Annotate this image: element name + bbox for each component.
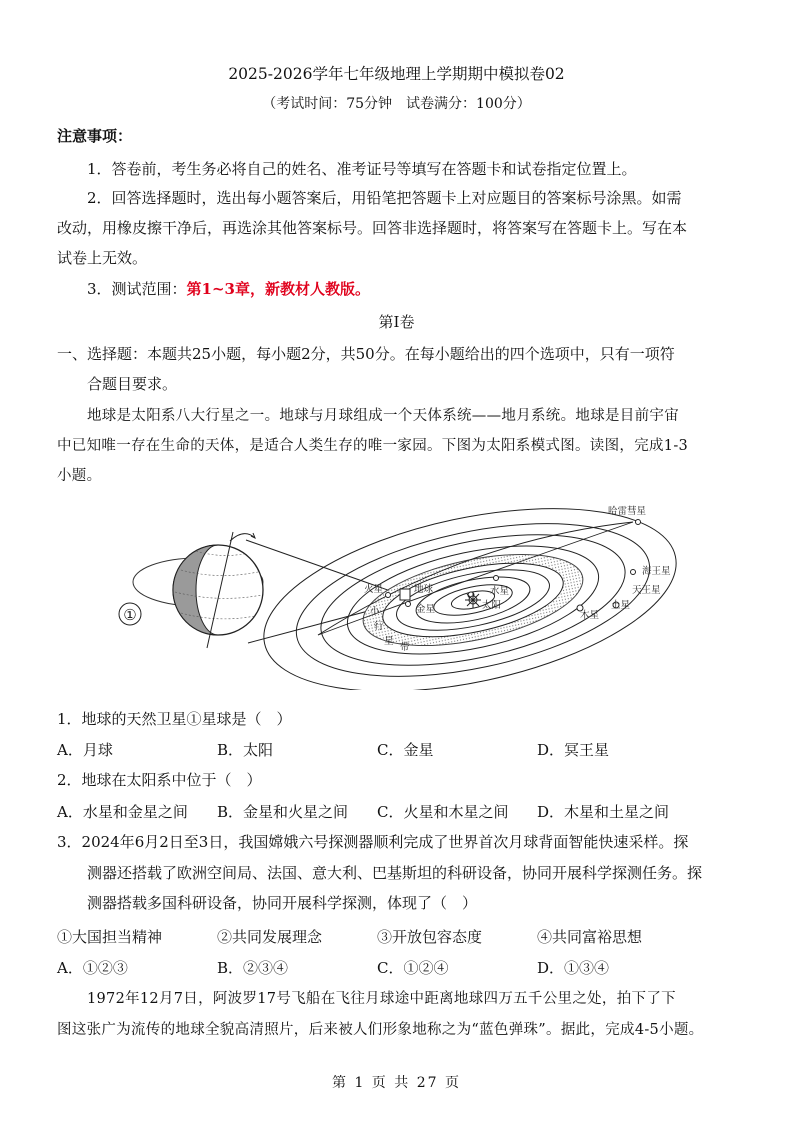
- label-earth: 地球: [414, 584, 434, 595]
- notice-item-2-line-2: 改动，用橡皮擦干净后，再选涂其他答案标号。回答非选择题时，将答案写在答题卡上。写在本: [57, 219, 688, 237]
- q1-option-c: C．金星: [377, 741, 434, 759]
- sun-icon: [465, 592, 481, 608]
- q2-option-b: B．金星和火星之间: [217, 803, 349, 821]
- passage-1-line-2: 中已知唯一存在生命的天体，是适合人类生存的唯一家园。下图为太阳系模式图。读图，完成1-3: [57, 438, 689, 454]
- q1-option-a: A．月球: [57, 741, 113, 759]
- q3-statement-4: ④共同富裕思想: [537, 928, 643, 946]
- section-heading-line-1: 一、选择题：本题共25小题，每小题2分，共50分。在每小题给出的四个选项中，只有一项符: [57, 345, 675, 363]
- label-belt-3: 星: [384, 636, 394, 647]
- volume-label: 第I卷: [378, 313, 415, 331]
- q3-option-a: A．①②③: [57, 959, 128, 977]
- exam-subtitle: （考试时间：75分钟 试卷满分：100分）: [262, 96, 531, 112]
- label-venus: 金星: [416, 604, 436, 615]
- figure-label-circle-1: ①: [123, 606, 137, 624]
- notice-heading: 注意事项：: [57, 127, 133, 145]
- label-uranus: 天王星: [632, 585, 661, 596]
- q3-stem-line-3: 测器搭载多国科研设备，协同开展科学探测，体现了（ ）: [87, 894, 478, 912]
- label-belt-4: 带: [400, 642, 410, 653]
- test-scope-highlight: 第1~3章，新教材人教版。: [186, 280, 370, 298]
- q2-option-d: D．木星和土星之间: [537, 803, 670, 821]
- label-mars: 火星: [364, 584, 384, 595]
- page-footer: 第 1 页 共 27 页: [332, 1075, 461, 1091]
- label-jupiter: 木星: [580, 610, 600, 621]
- q3-statement-2: ②共同发展理念: [217, 928, 323, 946]
- q1-option-b: B．太阳: [217, 741, 274, 759]
- q3-option-c: C．①②④: [377, 959, 449, 977]
- q3-stem-line-1: 3．2024年6月2日至3日，我国嫦娥六号探测器顺利完成了世界首次月球背面智能快速采样。探: [57, 833, 689, 851]
- earth-globe: [133, 532, 263, 648]
- label-sun: 太阳: [482, 600, 502, 611]
- notice-item-3: [87, 273, 370, 305]
- earth-zoom-box: [400, 589, 410, 600]
- orbits: [248, 500, 678, 690]
- q3-option-b: B．②③④: [217, 959, 289, 977]
- exam-title: 2025-2026学年七年级地理上学期期中模拟卷02: [228, 65, 565, 83]
- solar-system-diagram: [118, 500, 678, 690]
- q1-stem: 1．地球的天然卫星①星球是（ ）: [57, 710, 292, 728]
- passage-2-line-2: 图这张广为流传的地球全貌高清照片，后来被人们形象地称之为“蓝色弹珠”。据此，完成4-5小题。: [57, 1022, 704, 1038]
- notice-item-2-line-3: 试卷上无效。: [57, 249, 148, 267]
- notice-item-2-line-1: 2．回答选择题时，选出每小题答案后，用铅笔把答题卡上对应题目的答案标号涂黑。如需: [87, 189, 682, 207]
- passage-1-line-1: 地球是太阳系八大行星之一。地球与月球组成一个天体系统——地月系统。地球是目前宇宙: [87, 408, 679, 424]
- q3-option-d: D．①③④: [537, 959, 610, 977]
- label-halley-comet: 哈雷彗星: [608, 506, 647, 517]
- notice-item-1: 1．答卷前，考生务必将自己的姓名、准考证号等填写在答题卡和试卷指定位置上。: [87, 160, 637, 178]
- moon: [119, 603, 141, 625]
- q1-option-d: D．冥王星: [537, 741, 610, 759]
- label-belt-1: 小: [370, 606, 380, 617]
- q2-stem: 2．地球在太阳系中位于（ ）: [57, 771, 262, 789]
- label-neptune: 海王星: [642, 566, 671, 577]
- notice-item-3-prefix: 3．测试范围：: [87, 280, 187, 298]
- label-saturn: 土星: [611, 600, 631, 611]
- passage-1-line-3: 小题。: [57, 468, 102, 484]
- q2-option-c: C．火星和木星之间: [377, 803, 509, 821]
- label-belt-2: 行: [374, 621, 384, 632]
- q3-statement-1: ①大国担当精神: [57, 928, 163, 946]
- passage-2-line-1: 1972年12月7日，阿波罗17号飞船在飞往月球途中距离地球四万五千公里之处，拍下了下: [87, 991, 676, 1007]
- q2-option-a: A．水星和金星之间: [57, 803, 188, 821]
- label-mercury: 水星: [490, 586, 510, 597]
- q3-statement-3: ③开放包容态度: [377, 928, 483, 946]
- q3-stem-line-2: 测器还搭载了欧洲空间局、法国、意大利、巴基斯坦的科研设备，协同开展科学探测任务。探: [87, 864, 703, 882]
- section-heading-line-2: 合题目要求。: [87, 375, 178, 393]
